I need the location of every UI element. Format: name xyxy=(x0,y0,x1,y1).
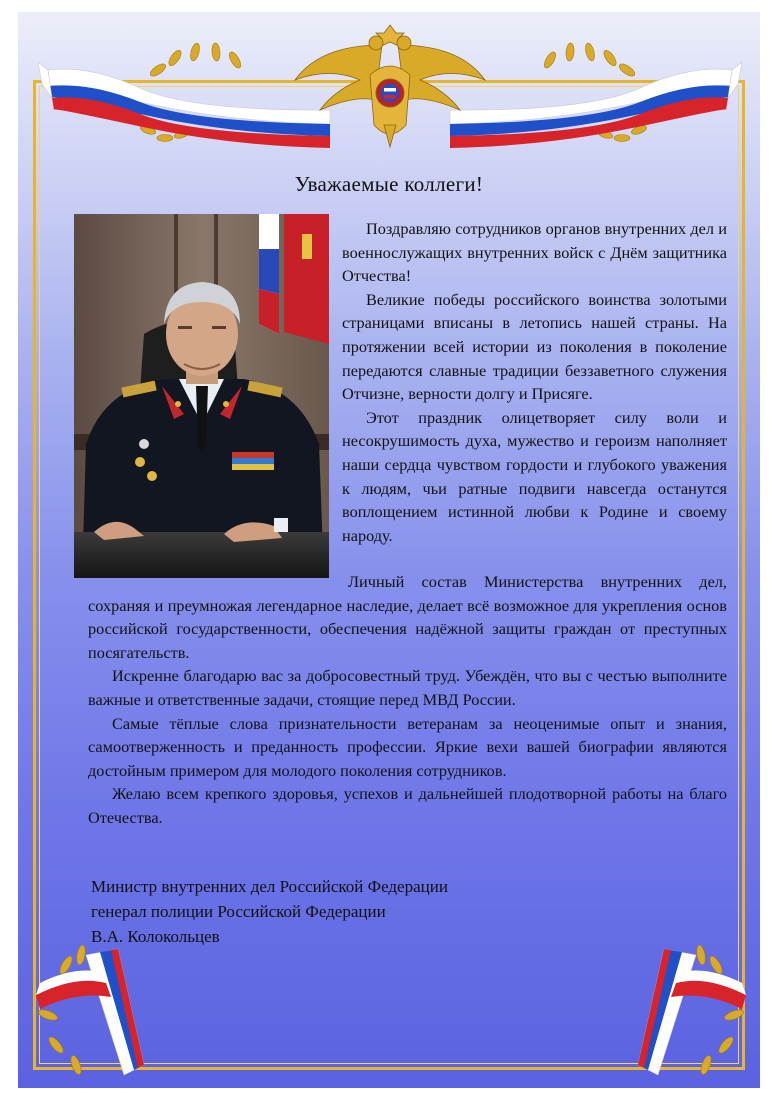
paragraph: Самые тёплые слова признательности ветеранам за неоценимые опыт и знания, самоотверженность и преданность профессии. Яркие вехи вашей биографии являются достойным примером для молодого поколения сотрудников. xyxy=(88,713,727,780)
paragraph: Великие победы российского воинства золотыми страницами вписаны в летопись нашей страны. На протяжении всей истории из поколения в поколение передаются славные традиции беззаветного служения Отчизне, верности долгу и Присяге. xyxy=(342,289,727,404)
paragraph: Поздравляю сотрудников органов внутренних дел и военнослужащих внутренних войск с Днём защитника Отчества! xyxy=(342,219,727,286)
bottom-left-decoration xyxy=(26,935,176,1085)
greeting-title: Уважаемые коллеги! xyxy=(294,172,484,196)
paragraph: Желаю всем крепкого здоровья, успехов и дальнейшей плодотворной работы на благо Отечества. xyxy=(88,784,727,827)
laurel-bottom-right-icon xyxy=(695,944,744,1075)
letter-text-bottom xyxy=(88,570,727,830)
bottom-right-decoration xyxy=(606,935,756,1085)
top-ribbon-decoration xyxy=(30,10,750,160)
ribbon-bottom-left-icon xyxy=(36,949,144,1075)
ribbon-right-icon xyxy=(450,62,742,148)
signature-position: Министр внутренних дел Российской Федерации xyxy=(91,877,448,896)
letter-text-top xyxy=(342,217,727,547)
laurel-bottom-left-icon xyxy=(37,944,86,1075)
ribbon-bottom-right-icon xyxy=(638,949,746,1075)
signature-rank: генерал полиции Российской Федерации xyxy=(91,902,386,921)
flags-icon xyxy=(259,214,329,344)
paragraph: Искренне благодарю вас за добросовестный труд. Убеждён, что вы с честью выполните важные и ответственные задачи, стоящие перед МВД России. xyxy=(88,666,727,709)
paragraph: Личный состав Министерства внутренних дел, сохраняя и преумножая легендарное наследие, делает всё возможное для укрепления основ российской государственности, обеспечения надёжной защиты граждан от преступных посягательств. xyxy=(88,572,727,662)
signature-name: В.А. Колокольцев xyxy=(91,927,220,946)
paragraph: Этот праздник олицетворяет силу воли и несокрушимость духа, мужество и героизм наполняет наши сердца чувством гордости и глубокого уважения к людям, чьи ратные подвиги навсегда останутся воплощением истинной любви к Родине и своему народу. xyxy=(342,407,727,545)
minister-portrait-photo xyxy=(74,214,329,578)
